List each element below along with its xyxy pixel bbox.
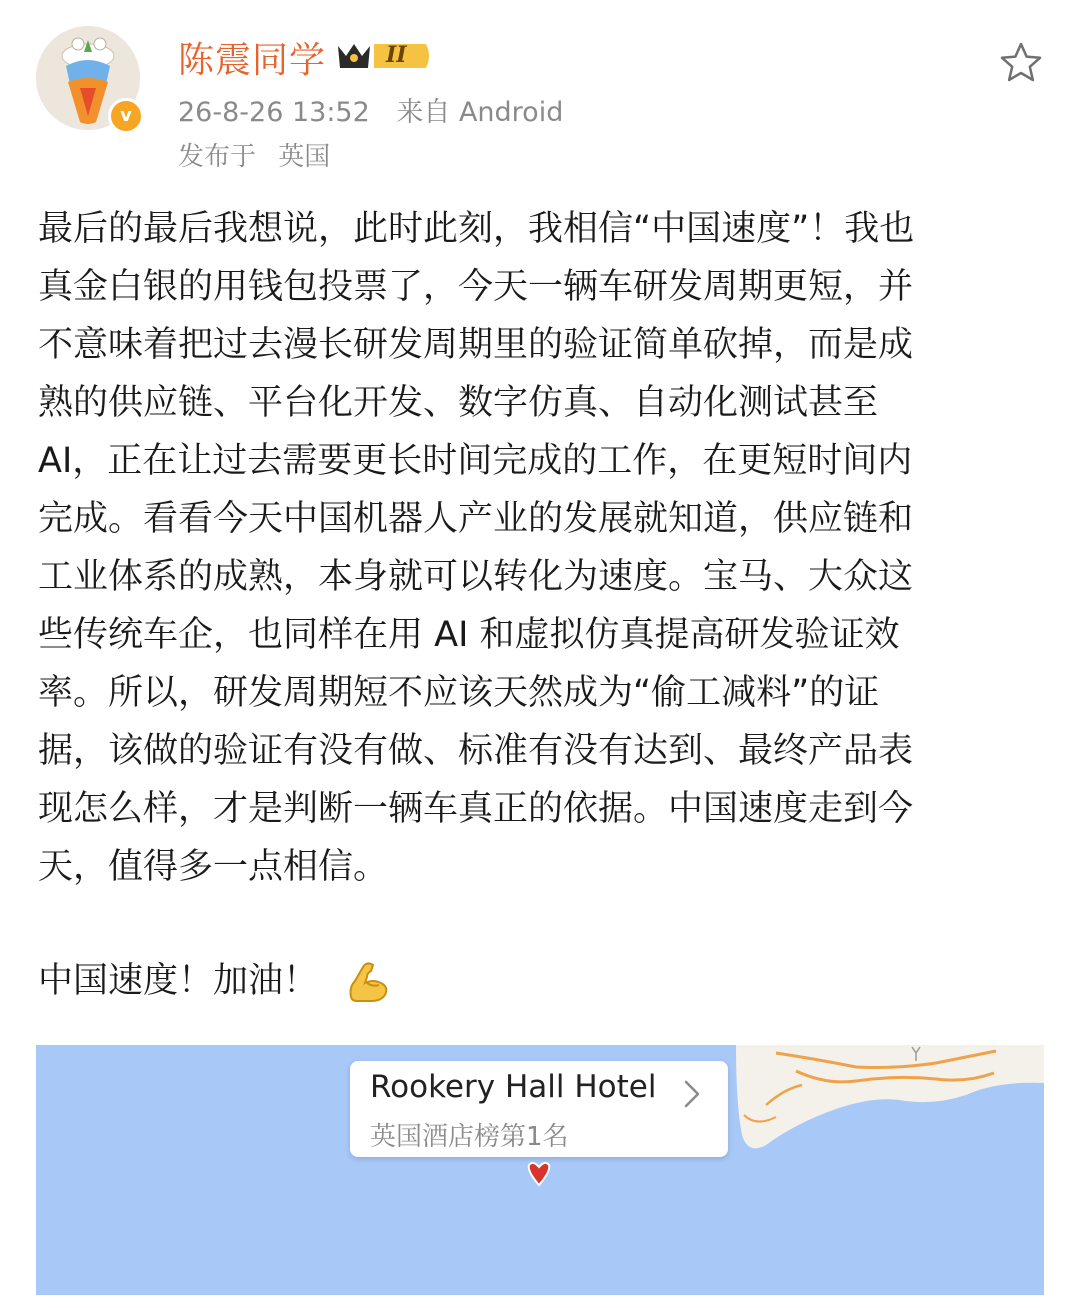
verified-badge: v [108, 98, 144, 134]
location-map-card[interactable] [36, 1045, 1044, 1295]
chevron-right-icon [680, 1077, 704, 1111]
place-popup[interactable] [350, 1061, 728, 1157]
location-name: 英国 [278, 142, 331, 172]
star-outline-icon [998, 40, 1044, 86]
crown-level-icon [334, 38, 434, 74]
post-source: 来自 Android [396, 97, 564, 128]
post-line: AI，正在让过去需要更长时间完成的工作，在更短时间内 [38, 441, 913, 481]
post-line: 熟的供应链、平台化开发、数字仿真、自动化测试甚至 [38, 383, 879, 423]
place-name: Rookery Hall Hotel [370, 1069, 657, 1105]
level-badge[interactable] [334, 38, 434, 74]
post-line: 天，值得多一点相信。 [38, 847, 389, 887]
post-line: 不意味着把过去漫长研发周期里的验证简单砍掉，而是成 [38, 325, 914, 365]
level-badge-text: II [386, 42, 407, 68]
post-timestamp: 26-8-26 13:52 [178, 97, 370, 128]
post-line: 现怎么样，才是判断一辆车真正的依据。中国速度走到今 [38, 789, 914, 829]
place-rank: 英国酒店榜第1名 [370, 1122, 569, 1152]
flexed-biceps-icon [343, 957, 393, 1007]
post-line: 率。所以，研发周期短不应该天然成为“偷工减料”的证 [38, 673, 880, 713]
post-location [178, 136, 330, 173]
post-closing [38, 952, 393, 1010]
location-prefix: 发布于 [178, 142, 257, 172]
post-line: 真金白银的用钱包投票了，今天一辆车研发周期更短，并 [38, 267, 914, 307]
avatar-wrap[interactable] [36, 26, 140, 130]
username[interactable]: 陈震同学 [178, 40, 327, 81]
post-line: 据，该做的验证有没有做、标准有没有达到、最终产品表 [38, 731, 914, 771]
favorite-button[interactable] [998, 40, 1044, 86]
post-closing-text: 中国速度！加油！ [38, 961, 319, 1001]
post-line: 完成。看看今天中国机器人产业的发展就知道，供应链和 [38, 499, 914, 539]
post-body [38, 200, 1048, 896]
post-line: 最后的最后我想说，此时此刻，我相信“中国速度”！我也 [38, 209, 915, 249]
post-meta [178, 90, 563, 129]
map-pin-icon [526, 1159, 552, 1187]
post-line: 工业体系的成熟，本身就可以转化为速度。宝马、大众这 [38, 557, 914, 597]
post-line: 些传统车企，也同样在用 AI 和虚拟仿真提高研发验证效 [38, 615, 900, 655]
post-header [0, 0, 1080, 190]
